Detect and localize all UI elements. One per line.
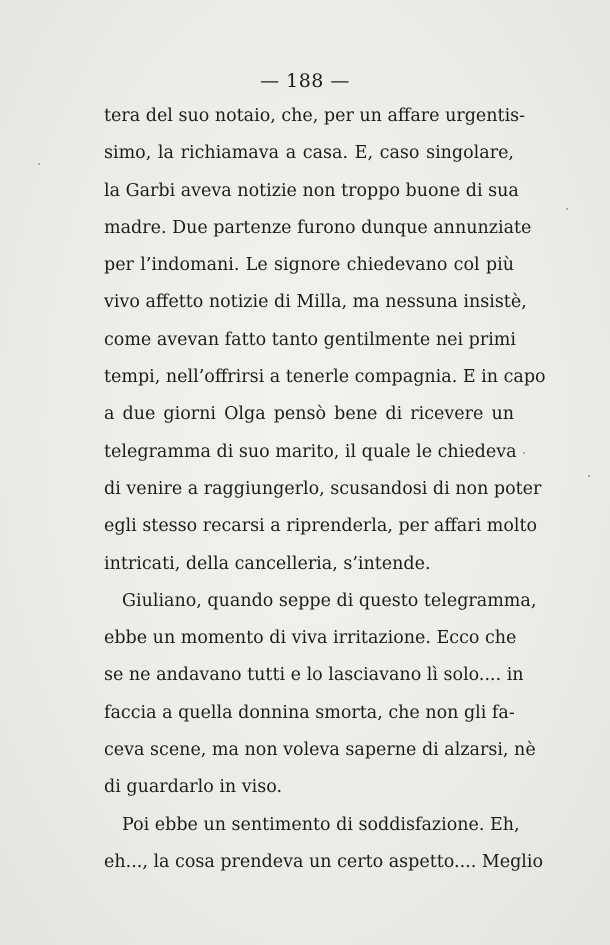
text-line: simo, la richiamava a casa. E, caso singolare, — [104, 143, 514, 164]
text-line: faccia a quella donnina smorta, che non gli fa- — [104, 702, 515, 723]
text-line: telegramma di suo marito, il quale le chiedeva — [104, 441, 517, 462]
paragraph-start-line: Giuliano, quando seppe di questo telegramma, — [122, 590, 537, 611]
text-line: a due giorni Olga pensò bene di ricevere un — [104, 404, 514, 425]
text-line: tempi, nell’offrirsi a tenerle compagnia. E in capo — [104, 367, 546, 388]
text-line: se ne andavano tutti e lo lasciavano lì solo.... in — [104, 665, 524, 686]
paragraph-end-line: intricati, della cancelleria, s’intende. — [104, 553, 431, 574]
paper-speck — [588, 475, 590, 477]
text-line: la Garbi aveva notizie non troppo buone di sua — [104, 180, 519, 201]
text-line: madre. Due partenze furono dunque annunziate — [104, 217, 532, 238]
page-number: — 188 — — [260, 70, 350, 92]
text-line: di venire a raggiungerlo, scusandosi di non poter — [104, 478, 542, 499]
text-line: tera del suo notaio, che, per un affare urgentis- — [104, 106, 526, 126]
text-line: ebbe un momento di viva irritazione. Ecco che — [104, 628, 517, 649]
paper-speck — [523, 452, 525, 454]
paragraph-start-line: Poi ebbe un sentimento di soddisfazione. Eh, — [122, 814, 520, 835]
text-line: eh..., la cosa prendeva un certo aspetto.... Meglio — [104, 851, 544, 872]
text-line: come avevan fatto tanto gentilmente nei primi — [104, 329, 516, 350]
paragraph-end-line: di guardarlo in viso. — [104, 777, 283, 798]
text-line: ceva scene, ma non voleva saperne di alzarsi, nè — [104, 740, 536, 761]
text-line: per l’indomani. Le signore chiedevano col più — [104, 255, 514, 276]
body-text — [104, 98, 546, 881]
text-line: egli stesso recarsi a riprenderla, per affari molto — [104, 516, 538, 537]
paper-speck — [38, 163, 40, 165]
text-line: vivo affetto notizie di Milla, ma nessuna insistè, — [104, 292, 527, 313]
paper-speck — [566, 208, 568, 210]
